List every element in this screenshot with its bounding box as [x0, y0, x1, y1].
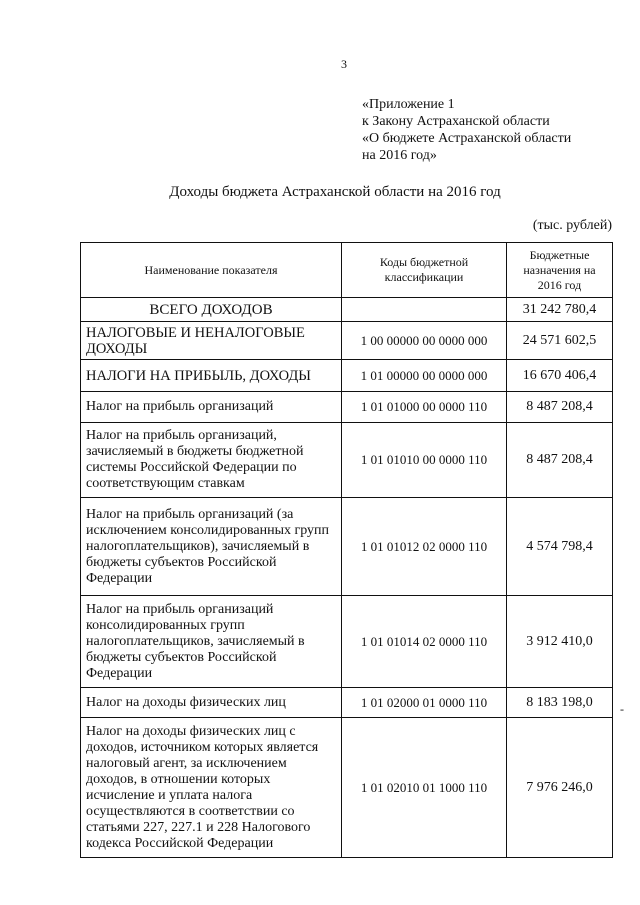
row-name: ВСЕГО ДОХОДОВ: [81, 298, 342, 322]
table-header-row: [81, 243, 613, 298]
appendix-line: на 2016 год»: [362, 148, 437, 163]
row-code: 1 01 00000 00 0000 000: [342, 360, 507, 392]
appendix-line: «Приложение 1: [362, 97, 455, 112]
row-amount: 8 487 208,4: [507, 392, 613, 423]
margin-mark: -: [620, 702, 624, 716]
row-amount: 16 670 406,4: [507, 360, 613, 392]
row-amount: 31 242 780,4: [507, 298, 613, 322]
row-name: Налог на доходы физических лиц с доходов, источником которых является налоговый агент, за исключением доходов, в отношении которых исчисление и уплата налога осуществляются в соответствии со статьями 227, 227.1 и 228 Налогового кодекса Российской Федерации: [81, 718, 342, 858]
row-name: Налог на прибыль организаций: [81, 392, 342, 423]
row-amount: 8 487 208,4: [507, 423, 613, 498]
row-code: 1 01 01012 02 0000 110: [342, 498, 507, 596]
document-title: Доходы бюджета Астраханской области на 2016 год: [169, 184, 501, 200]
row-amount: 3 912 410,0: [507, 596, 613, 688]
page-number: 3: [341, 57, 347, 71]
row-amount: 8 183 198,0: [507, 688, 613, 718]
units-label: (тыс. рублей): [532, 218, 612, 233]
table-row: [81, 322, 613, 360]
row-amount: 24 571 602,5: [507, 322, 613, 360]
row-amount: 7 976 246,0: [507, 718, 613, 858]
row-code: 1 01 02010 01 1000 110: [342, 718, 507, 858]
header-code: Коды бюджетной классификации: [342, 243, 507, 298]
table-row: [81, 718, 613, 858]
table-row: [81, 688, 613, 718]
row-name: НАЛОГОВЫЕ И НЕНАЛОГОВЫЕ ДОХОДЫ: [81, 322, 342, 360]
row-name: НАЛОГИ НА ПРИБЫЛЬ, ДОХОДЫ: [81, 360, 342, 392]
revenue-table: [80, 242, 613, 858]
row-name: Налог на прибыль организаций консолидированных групп налогоплательщиков, зачисляемый в бюджеты субъектов Российской Федерации: [81, 596, 342, 688]
table-row: [81, 498, 613, 596]
row-name: Налог на доходы физических лиц: [81, 688, 342, 718]
row-name: Налог на прибыль организаций (за исключением консолидированных групп налогоплательщиков), зачисляемый в бюджеты субъектов Российской Федерации: [81, 498, 342, 596]
appendix-line: «О бюджете Астраханской области: [362, 131, 572, 146]
row-name: Налог на прибыль организаций, зачисляемый в бюджеты бюджетной системы Российской Федерации по соответствующим ставкам: [81, 423, 342, 498]
header-name: Наименование показателя: [81, 243, 342, 298]
row-code: 1 01 01014 02 0000 110: [342, 596, 507, 688]
table-row: [81, 360, 613, 392]
table-row: [81, 298, 613, 322]
table-row: [81, 392, 613, 423]
appendix-note: [362, 96, 571, 164]
row-amount: 4 574 798,4: [507, 498, 613, 596]
row-code: [342, 298, 507, 322]
row-code: 1 01 01000 00 0000 110: [342, 392, 507, 423]
row-code: 1 01 02000 01 0000 110: [342, 688, 507, 718]
table-row: [81, 423, 613, 498]
row-code: 1 01 01010 00 0000 110: [342, 423, 507, 498]
header-amount: Бюджетные назначения на 2016 год: [507, 243, 613, 298]
table-row: [81, 596, 613, 688]
appendix-line: к Закону Астраханской области: [362, 114, 550, 129]
row-code: 1 00 00000 00 0000 000: [342, 322, 507, 360]
